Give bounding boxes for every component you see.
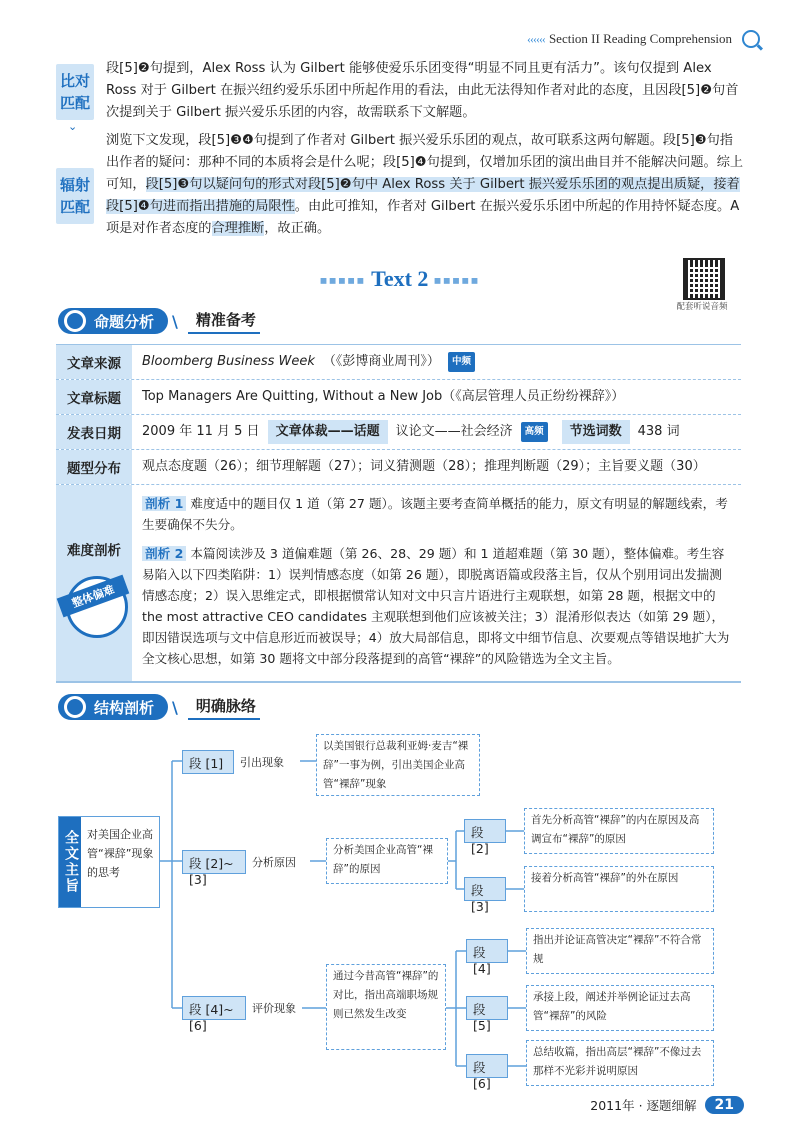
main-idea-box	[58, 816, 160, 908]
text2-title: Text 2	[371, 266, 429, 291]
qr-caption: 配套听说音频	[676, 302, 728, 312]
para-text-a: 浏览下文发现，段[5]❸❹句提到了作者对 Gilbert 振兴爱乐乐团的观点，故可联系这两句解题。段[5]❸句指出作者的疑问：那种不同的本质将会是什么呢；段[5]❹句提到，仅增加乐团的演出曲目并不能解决问题。综上可知，	[106, 133, 744, 192]
structure-diagram	[0, 730, 800, 1090]
paragraph-compare: 段[5]❷句提到，Alex Ross 认为 Gilbert 能够使爱乐乐团变得“明显不同且更有活力”。该句仅提到 Alex Ross 对于 Gilbert 在振兴纽约爱乐乐团中所起作用的看法，由此无法得知作者对此的态度，且因段[5]❷句首次提到关于 Gilbert 振兴爱乐乐团的内容，故需联系下文解题。	[106, 61, 739, 120]
footer-text: 2011年 · 逐题细解	[590, 1098, 697, 1113]
source-cn: （《彭博商业周刊》）	[322, 354, 440, 369]
segment-p2-3: 段 [2]~[3]	[182, 850, 246, 874]
para-text-b: 。由此可推知，作者对 Gilbert 在振兴爱乐乐团中所起的作用持怀疑态度。A 项是对作者态度的	[106, 199, 740, 236]
segment-p1-note: 引出现象	[240, 756, 284, 769]
magnifier-icon	[742, 30, 760, 48]
analysis-2	[142, 543, 731, 669]
box-p1-summary: 以美国银行总裁利亚姆·麦吉“裸辞”一事为例，引出美国企业高管“裸辞”现象	[316, 734, 480, 796]
box-p5-summary: 承接上段，阐述并举例论证过去高管“裸辞”的风险	[526, 985, 714, 1031]
highlight-a: 段[5]❸句以疑问句的形式对段[5]❷句中 Alex Ross 关于 Gilbert 振兴爱乐乐团的观点提出质疑，接着段[5]❹句进而指出措施的局限性	[106, 177, 740, 214]
segment-p4-6-note: 评价现象	[252, 1002, 296, 1015]
segment-p1: 段 [1]	[182, 750, 234, 774]
value-types: 观点态度题（26）；细节理解题（27）；词义猜测题（28）；推理判断题（29）；主旨要义题（30）	[142, 459, 706, 474]
analysis-2-text: 本篇阅读涉及 3 道偏难题（第 26、28、29 题）和 1 道超难题（第 30 题），整体偏难。考生容易陷入以下四类陷阱：1）误判情感态度（如第 26 题），即脱离语篇或段落主旨，仅从个别用词出发揣测情感态度；2）误入思维定式，即根据惯常认知对文中只言片语进行主观联想，如第 28 题，根据文中的 the most attractive CEO candidates 主观联想到他们应该被关注；3）混淆形似表达（如第 29 题），即因错误选项与文中信息形近而被误导；4）放大局部信息，即将文中细节信息、次要观点等错误地扩大为全文核心思想，如第 30 题将文中部分段落提到的高管“裸辞”的风险错选为全文主旨。	[142, 546, 730, 666]
genre-label: 文章体裁——话题	[268, 420, 388, 444]
segment-p2-3-note: 分析原因	[252, 856, 296, 869]
chevrons-icon: ‹‹‹‹‹‹	[526, 31, 545, 46]
frequency-badge: 中频	[448, 352, 475, 372]
dots-right: ■■■■■	[433, 273, 481, 288]
chevron-down-icon: ⌄	[68, 120, 78, 133]
header-title: Section II Reading Comprehension	[548, 31, 732, 46]
table-row	[56, 380, 741, 415]
highlight-b: 合理推断	[211, 221, 265, 236]
section-pill	[58, 694, 168, 720]
label-title: 文章标题	[56, 380, 132, 414]
date-value: 2009 年 11 月 5 日	[142, 424, 260, 439]
words-value: 438 词	[637, 424, 680, 439]
info-table	[56, 344, 741, 683]
box-p3-summary: 接着分析高管“裸辞”的外在原因	[524, 866, 714, 912]
value-date-row	[132, 415, 741, 449]
box-p4-summary: 指出并论证高管决定“裸辞”不符合常规	[526, 928, 714, 974]
box-p2-3-summary: 分析美国企业高管“裸辞”的原因	[326, 838, 448, 884]
analysis-1	[142, 493, 731, 535]
label-source: 文章来源	[56, 345, 132, 379]
search-icon	[64, 310, 86, 332]
search-icon	[64, 696, 86, 718]
section-subtitle: 明确脉络	[188, 695, 260, 720]
segment-p4-6: 段 [4]~[6]	[182, 996, 246, 1020]
main-idea-label: 全文主旨	[59, 817, 81, 907]
box-p6-summary: 总结收篇，指出高层“裸辞”不像过去那样不光彩并说明原因	[526, 1040, 714, 1086]
words-label: 节选词数	[562, 420, 630, 444]
section-header-structure	[58, 692, 260, 722]
running-header	[527, 30, 760, 48]
section-header-analysis	[58, 306, 260, 336]
source-name: Bloomberg Business Week	[142, 354, 315, 369]
value-title: Top Managers Are Quitting, Without a New Job（《高层管理人员正纷纷裸辞》）	[142, 389, 625, 404]
page-number: 21	[705, 1096, 744, 1114]
section-subtitle: 精准备考	[188, 309, 260, 334]
analysis-2-keyword: 剖析 2	[142, 546, 186, 561]
segment-p2: 段 [2]	[464, 819, 506, 843]
tag-compare-match: 比对匹配	[56, 64, 94, 120]
slash-icon: \	[172, 697, 178, 717]
table-row	[56, 485, 741, 683]
label-types: 题型分布	[56, 450, 132, 484]
paragraph-radiate	[106, 130, 746, 240]
text2-heading	[0, 266, 800, 292]
box-p2-summary: 首先分析高管“裸辞”的内在原因及高调宣布“裸辞”的原因	[524, 808, 714, 854]
segment-p6: 段 [6]	[466, 1054, 508, 1078]
segment-p3: 段 [3]	[464, 877, 506, 901]
box-p4-6-summary: 通过今昔高管“裸辞”的对比，指出高端职场规则已然发生改变	[326, 964, 446, 1050]
main-idea-text: 对美国企业高管“裸辞”现象的思考	[87, 828, 154, 879]
value-source	[132, 345, 741, 379]
table-row	[56, 415, 741, 450]
analysis-1-keyword: 剖析 1	[142, 496, 186, 511]
label-date: 发表日期	[56, 415, 132, 449]
page-footer	[590, 1096, 744, 1114]
segment-p4: 段 [4]	[466, 939, 508, 963]
table-row	[56, 345, 741, 380]
difficulty-badge: 整体偏难	[57, 575, 130, 618]
slash-icon: \	[172, 311, 178, 331]
qr-code-icon[interactable]	[683, 258, 725, 300]
value-difficulty	[132, 485, 741, 681]
dots-left: ■■■■■	[319, 273, 367, 288]
analysis-1-text: 难度适中的题目仅 1 道（第 27 题）。该题主要考查简单概括的能力，原文有明显的解题线索，考生要确保不失分。	[142, 496, 728, 532]
section-pill	[58, 308, 168, 334]
genre-value: 议论文——社会经济	[395, 424, 513, 439]
section-title: 命题分析	[94, 312, 155, 331]
segment-p5: 段 [5]	[466, 996, 508, 1020]
table-row	[56, 450, 741, 485]
label-difficulty: 难度剖析	[56, 485, 132, 681]
tag-radiate-match: 辐射匹配	[56, 168, 94, 224]
frequency-badge: 高频	[521, 422, 548, 442]
section-title: 结构剖析	[94, 698, 155, 717]
para-text-c: ，故正确。	[264, 221, 331, 236]
